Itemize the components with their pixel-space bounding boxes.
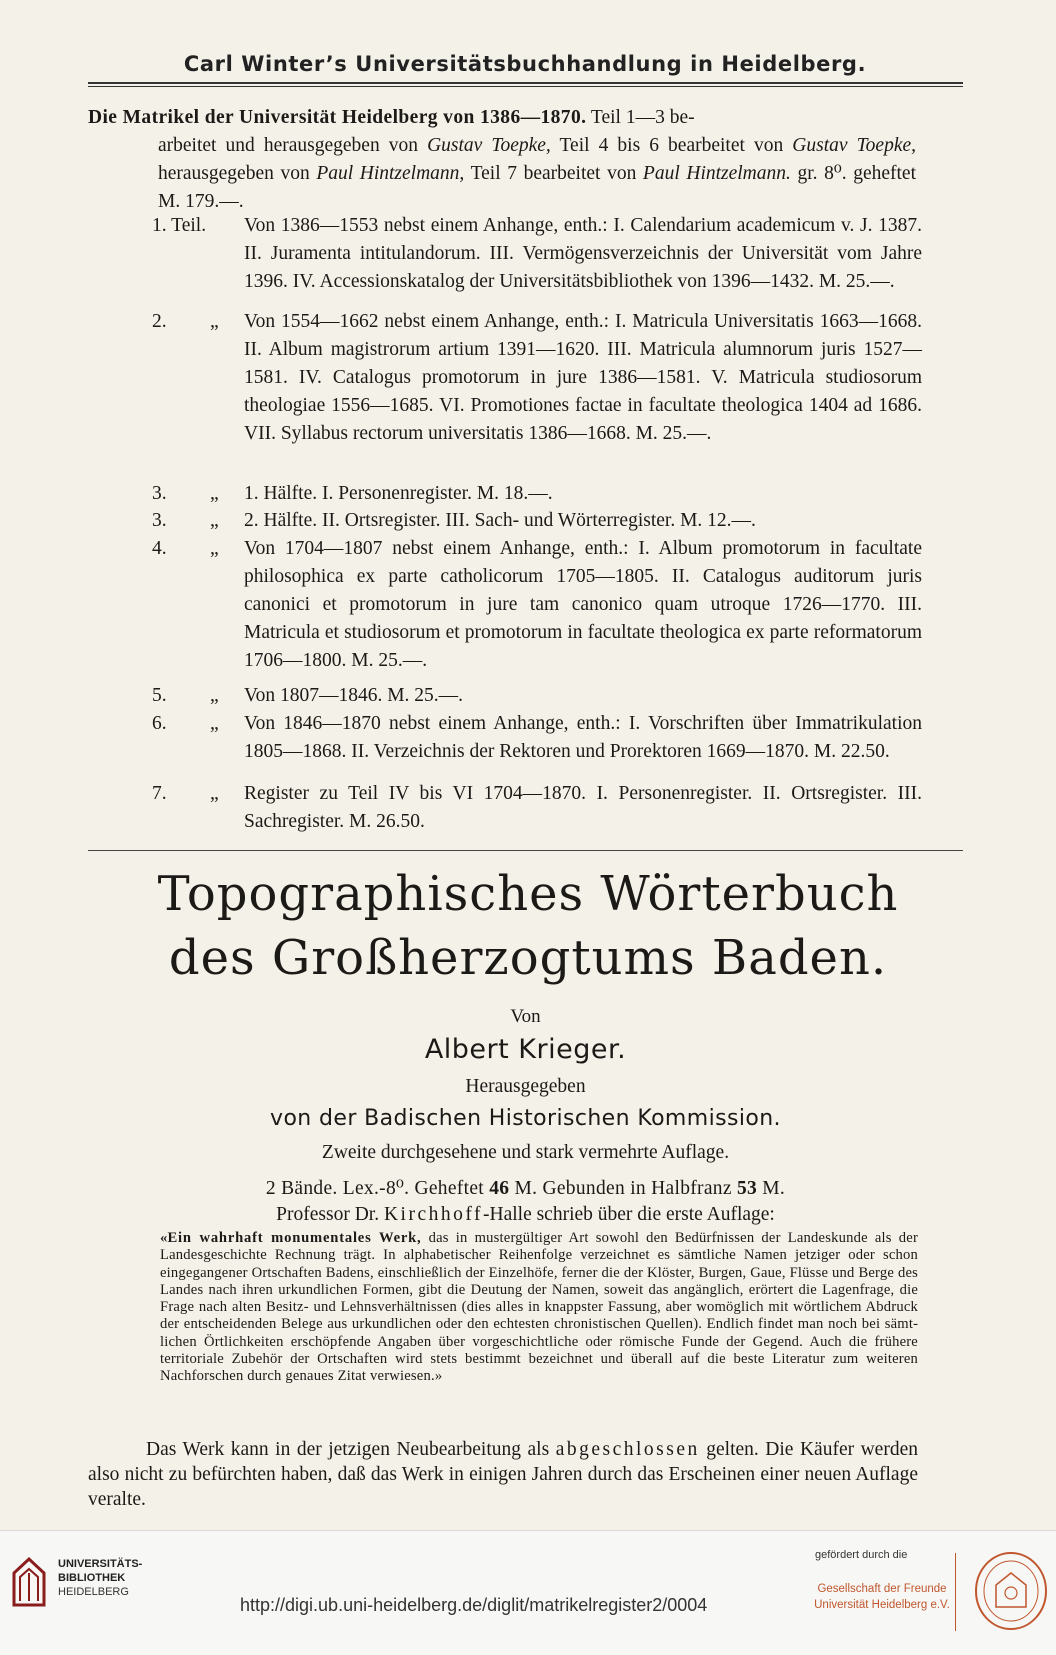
matrikel-title: Die Matrikel der Universität Heidelberg von 1386—1870. bbox=[88, 107, 587, 128]
edition-note: Zweite durchgesehene und stark vermehrte Auflage. bbox=[321, 1142, 730, 1163]
volume-entry: 5. „ Von 1807—1846. M. 25.—. bbox=[152, 685, 464, 706]
publisher-header: Carl Winter’s Universitätsbuchhandlung in Heidelberg. bbox=[183, 52, 867, 76]
matrikel-intro: Die Matrikel der Universität Heidelberg von 1386—1870. Teil 1—3 be- arbeitet und herausgegeben von Gustav Toepke, Teil 4 bis 6 bearbeitet von Gustav Toepke, herausgegeben von Paul Hintzelmann, Teil 7 bearbeitet von Paul Hintzelmann. gr. 8⁰. geheftet M. 179.—. bbox=[88, 107, 917, 212]
university-library-logo bbox=[10, 1555, 48, 1609]
volume-entry: 7. „ Register zu Teil IV bis VI 1704—1870. I. Personenregister. II. Ortsregister. III. Sachregister. M. 26.50. bbox=[152, 783, 922, 832]
volume-entry: 1. Teil. Von 1386—1553 nebst einem Anhange, enth.: I. Calendarium academicum v. J. 1387. II. Juramenta intitulandorum. III. Vermögensverzeichnis der Universität vom Jahre 1396. IV. Accessionskatalog der Universitätsbibliothek von 1396—1432. M. 25.—. bbox=[152, 215, 922, 292]
header-rule-top bbox=[88, 82, 963, 84]
volume-entry: 6. „ Von 1846—1870 nebst einem Anhange, enth.: I. Vorschriften über Immatrikulation 1805—1868. II. Verzeichnis der Rektoren und Prorektoren 1669—1870. M. 22.50. bbox=[152, 713, 922, 762]
volume-entry: 3. „ 2. Hälfte. II. Ortsregister. III. Sach- und Wörterregister. M. 12.—. bbox=[152, 510, 756, 531]
funded-by-label: gefördert durch die bbox=[815, 1549, 908, 1561]
editor-label: Herausgegeben bbox=[465, 1076, 586, 1097]
book-title-line-2: des Großherzogtums Baden. bbox=[168, 930, 888, 986]
volume-entry: 4. „ Von 1704—1807 nebst einem Anhange, enth.: I. Album promotorum in facultate philosophica ex parte catholicorum 1705—1805. II. Catalogus auditorum juris canonici et promotorum in jure tam canonico quam utroque 1726—1770. III. Matricula et studiosorum et promotorum in facultate theologica ex parte reformatorum 1706—1800. M. 25.—. bbox=[152, 538, 922, 671]
closing-paragraph: Das Werk kann in der jetzigen Neubearbeitung als abgeschlossen gelten. Die Käufer werden also nicht zu befürchten haben, daß das Werk in einigen Jahren durch das Erscheinen einer neuen Auflage veralte. bbox=[88, 1439, 918, 1510]
volume-entry: 3. „ 1. Hälfte. I. Personenregister. M. 18.—. bbox=[152, 483, 553, 504]
review-intro: Professor Dr. Kirchhoff-Halle schrieb über die erste Auflage: bbox=[276, 1204, 775, 1225]
volume-entry: 2. „ Von 1554—1662 nebst einem Anhange, enth.: I. Matricula Universitatis 1663—1668. II. Album magistrorum artium 1391—1620. III. Matricula alumnorum juris 1527—1581. IV. Catalogus promotorum in jure 1386—1581. V. Matricula studiosorum theologiae 1556—1685. VI. Promotiones factae in facultate theologica 1404 ad 1686. VII. Syllabus rectorum universitatis 1386—1668. M. 25.—. bbox=[152, 311, 922, 444]
footer-bar bbox=[0, 1530, 1056, 1655]
review-quote: «Ein wahrhaft monumentales Werk, das in mustergültiger Art sowohl den Bedürfnissen der Landeskunde als der Landesgeschichte Rechnung trägt. In alphabetischer Reihenfolge verzeichnet es sämtliche Namen jetziger oder schon eingegangener Ortschaften Badens, einschließlich der Einzelhöfe, ferner die der Klöster, Burgen, Gaue, Flüsse und Berge des Landes nach ihren urkundlichen Formen, gibt die Deutung der Namen, soweit das angänglich, erörtert die Lagenfrage, die Frage nach alten Besitz- und Lehnsverhältnissen (dies alles in knappster Fassung, aber womöglich mit wörtlichem Abdruck der entscheidenden Belege aus urkundlichen oder den echtesten chronistischen Quellen). Endlich findet man noch bei sämtlichen Örtlichkeiten erschöpfende Angaben über vorgeschichtliche oder römische Funde der Gegend. Auch die frühere territoriale Zubehör der Ortschaften wird stets bestimmt bezeichnet und überall auf die beste Literatur zum weiteren Nachforschen durch genaues Zitat verwiesen.» bbox=[160, 1230, 919, 1385]
section-divider bbox=[88, 850, 963, 851]
library-name: UNIVERSITÄTS- BIBLIOTHEK HEIDELBERG bbox=[58, 1558, 143, 1598]
author-name: Albert Krieger. bbox=[424, 1034, 627, 1065]
price-line: 2 Bände. Lex.-8⁰. Geheftet 46 M. Gebunden in Halbfranz 53 M. bbox=[265, 1178, 786, 1199]
permalink-url[interactable]: http://digi.ub.uni-heidelberg.de/diglit/matrikelregister2/0004 bbox=[240, 1595, 708, 1615]
footer-divider bbox=[955, 1553, 956, 1631]
commission-name: von der Badischen Historischen Kommission. bbox=[270, 1106, 781, 1131]
reviewer-name: Kirchhoff bbox=[383, 1204, 483, 1225]
society-seal-icon bbox=[972, 1549, 1050, 1633]
header-rule-bottom bbox=[88, 86, 963, 87]
book-title-line-1: Topographisches Wörterbuch bbox=[157, 866, 899, 922]
society-name: Gesellschaft der Freunde Universität Heidelberg e.V. bbox=[814, 1583, 950, 1611]
von-label: Von bbox=[510, 1006, 541, 1027]
